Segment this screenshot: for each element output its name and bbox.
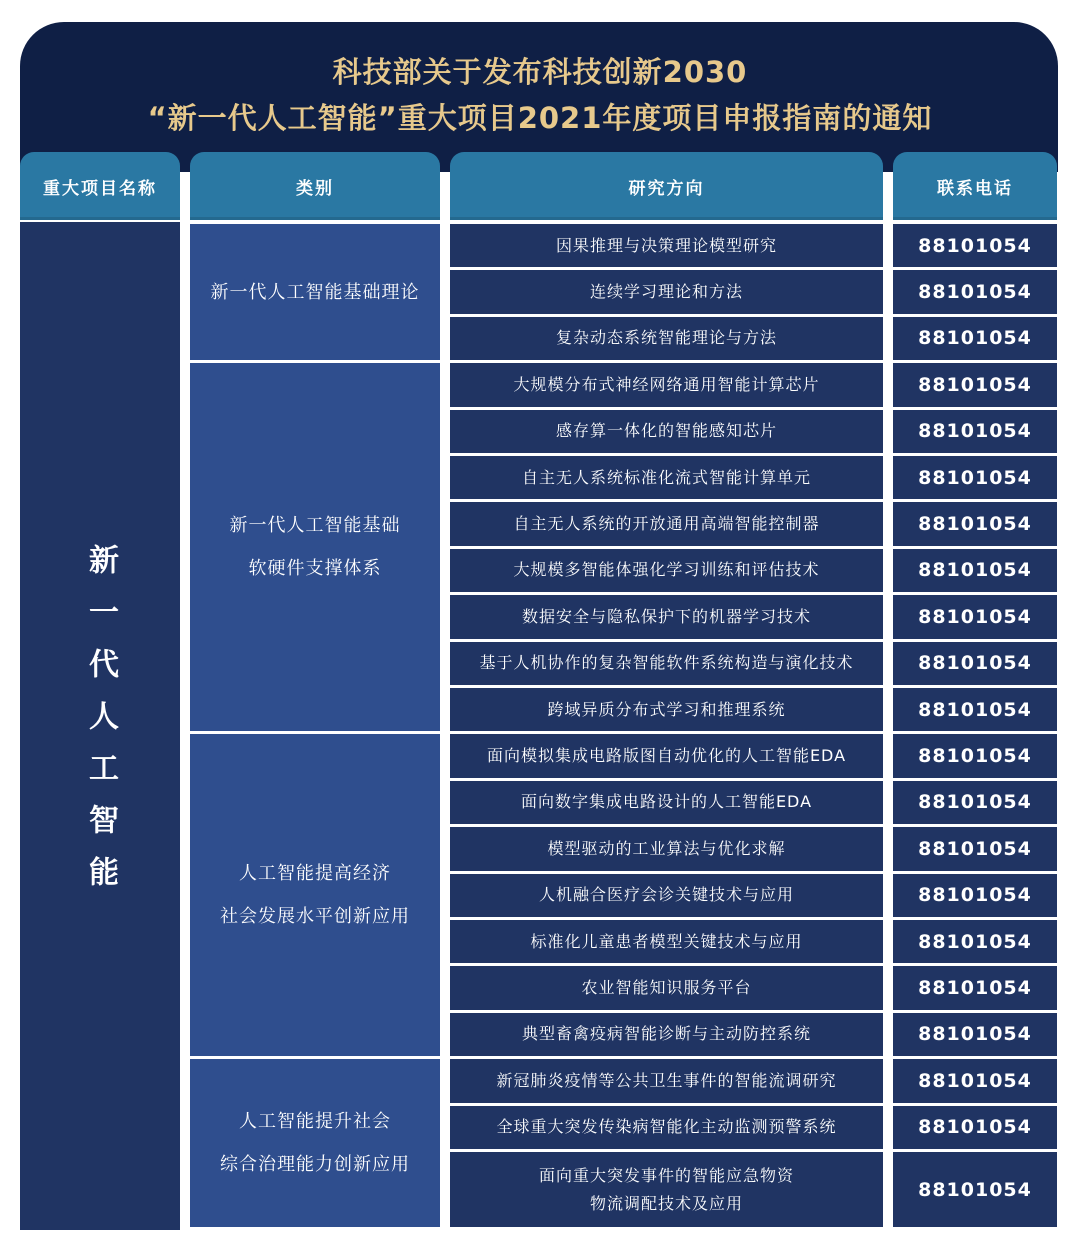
research-direction-cell (450, 502, 883, 545)
phone-cell: 88101054 (893, 642, 1057, 685)
research-direction-text: 标准化儿童患者模型关键技术与应用 (530, 931, 803, 951)
research-direction-text: 跨域异质分布式学习和推理系统 (547, 699, 786, 719)
research-direction-cell (450, 456, 883, 499)
research-direction-text: 面向重大突发事件的智能应急物资 (538, 1165, 794, 1185)
research-direction-text: 大规模分布式神经网络通用智能计算芯片 (513, 374, 820, 394)
phone-cell: 88101054 (893, 920, 1057, 963)
research-direction-cell (450, 270, 883, 313)
major-project-name: 新一代人工智能 (83, 544, 118, 908)
research-direction-cell (450, 1013, 883, 1056)
category-cell (190, 224, 440, 360)
research-direction-cell (450, 1152, 883, 1227)
research-direction-text: 自主无人系统的开放通用高端智能控制器 (513, 514, 820, 534)
research-direction-text: 基于人机协作的复杂智能软件系统构造与演化技术 (479, 653, 854, 673)
category-cell (190, 363, 440, 731)
research-direction-text: 复杂动态系统智能理论与方法 (555, 328, 777, 348)
research-direction-text: 数据安全与隐私保护下的机器学习技术 (521, 606, 811, 626)
category-label: 新一代人工智能基础理论 (210, 281, 420, 303)
header-major-project: 重大项目名称 (20, 152, 180, 220)
category-cell (190, 734, 440, 1056)
phone-cell: 88101054 (893, 595, 1057, 638)
research-direction-cell (450, 781, 883, 824)
phone-cell: 88101054 (893, 827, 1057, 870)
phone-cell: 88101054 (893, 781, 1057, 824)
research-direction-text: 模型驱动的工业算法与优化求解 (547, 838, 786, 858)
phone-cell: 88101054 (893, 1059, 1057, 1102)
phone-cell: 88101054 (893, 1152, 1057, 1227)
research-direction-text: 面向数字集成电路设计的人工智能EDA (520, 792, 813, 812)
page-title-line-1: 科技部关于发布科技创新2030 (332, 55, 748, 89)
category-label: 软硬件支撑体系 (248, 558, 382, 580)
research-direction-cell (450, 363, 883, 406)
research-direction-cell (450, 1106, 883, 1149)
research-direction-cell (450, 734, 883, 777)
phone-cell: 88101054 (893, 363, 1057, 406)
category-label: 人工智能提高经济 (239, 863, 391, 885)
phone-cell: 88101054 (893, 502, 1057, 545)
phone-cell: 88101054 (893, 688, 1057, 731)
phone-cell: 88101054 (893, 734, 1057, 777)
category-label: 人工智能提升社会 (239, 1111, 391, 1133)
research-direction-text: 自主无人系统标准化流式智能计算单元 (521, 467, 811, 487)
header-category: 类别 (190, 152, 440, 220)
page-title-line-2: “新一代人工智能”重大项目2021年度项目申报指南的通知 (147, 101, 933, 135)
phone-cell: 88101054 (893, 874, 1057, 917)
phone-cell: 88101054 (893, 1106, 1057, 1149)
research-direction-text: 因果推理与决策理论模型研究 (555, 235, 777, 255)
research-direction-text: 全球重大突发传染病智能化主动监测预警系统 (496, 1117, 837, 1137)
research-direction-text: 大规模多智能体强化学习训练和评估技术 (513, 560, 820, 580)
category-label: 新一代人工智能基础 (229, 515, 401, 537)
header-direction: 研究方向 (450, 152, 883, 220)
research-direction-text: 农业智能知识服务平台 (581, 978, 752, 998)
research-direction-cell (450, 595, 883, 638)
research-direction-cell (450, 688, 883, 731)
research-direction-text: 新冠肺炎疫情等公共卫生事件的智能流调研究 (496, 1070, 837, 1090)
research-direction-cell (450, 920, 883, 963)
phone-cell: 88101054 (893, 456, 1057, 499)
research-direction-cell (450, 827, 883, 870)
research-direction-text: 连续学习理论和方法 (589, 282, 743, 302)
research-direction-text: 感存算一体化的智能感知芯片 (555, 421, 777, 441)
research-direction-cell (450, 1059, 883, 1102)
phone-cell: 88101054 (893, 549, 1057, 592)
category-label: 社会发展水平创新应用 (220, 906, 410, 928)
research-direction-cell (450, 410, 883, 453)
research-direction-cell (450, 224, 883, 267)
phone-cell: 88101054 (893, 966, 1057, 1009)
research-direction-text: 面向模拟集成电路版图自动优化的人工智能EDA (486, 746, 847, 766)
phone-cell: 88101054 (893, 410, 1057, 453)
phone-cell: 88101054 (893, 224, 1057, 267)
category-label: 综合治理能力创新应用 (220, 1154, 410, 1176)
phone-cell: 88101054 (893, 317, 1057, 360)
header-phone: 联系电话 (893, 152, 1057, 220)
research-direction-cell (450, 317, 883, 360)
research-direction-text: 典型畜禽疫病智能诊断与主动防控系统 (521, 1024, 811, 1044)
major-project-cell (20, 222, 180, 1230)
research-direction-cell (450, 874, 883, 917)
research-direction-cell (450, 549, 883, 592)
research-direction-text: 物流调配技术及应用 (589, 1193, 743, 1213)
research-direction-text: 人机融合医疗会诊关键技术与应用 (538, 885, 794, 905)
research-direction-cell (450, 966, 883, 1009)
research-direction-cell (450, 642, 883, 685)
category-cell (190, 1059, 440, 1227)
phone-cell: 88101054 (893, 1013, 1057, 1056)
phone-cell: 88101054 (893, 270, 1057, 313)
